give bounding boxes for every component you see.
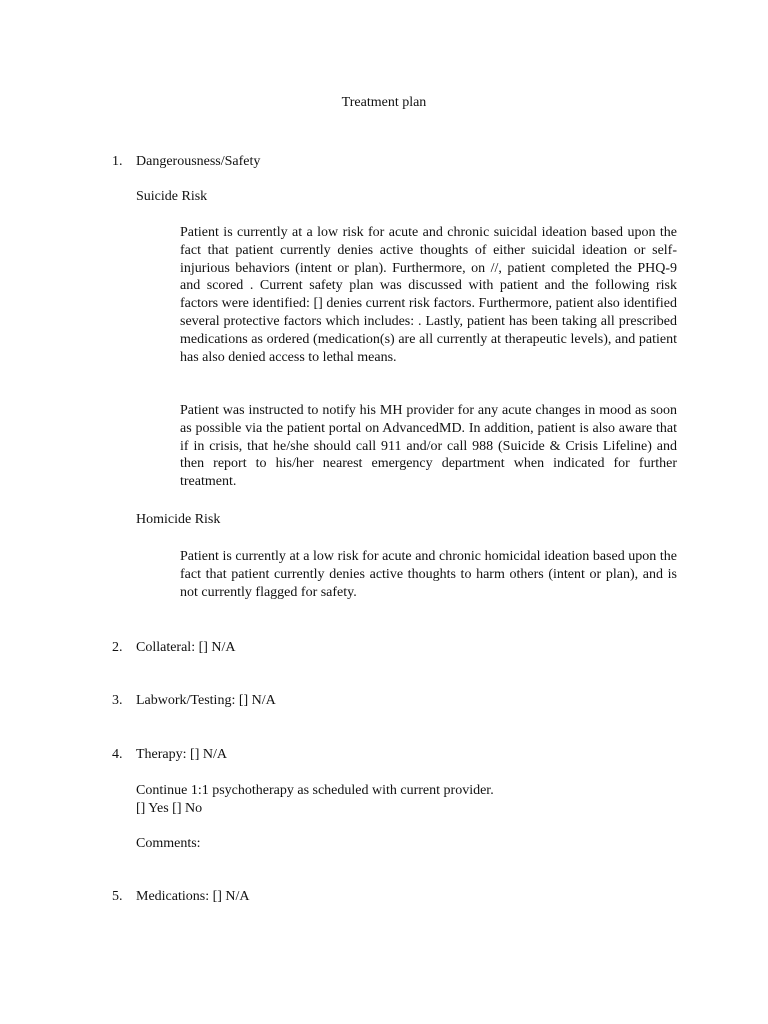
- section-number-2: 2.: [112, 640, 123, 655]
- therapy-continue-line: Continue 1:1 psychotherapy as scheduled with current provider.: [136, 783, 494, 798]
- section-number-5: 5.: [112, 889, 123, 904]
- therapy-yes-no: [] Yes [] No: [136, 801, 203, 816]
- section-label-dangerousness: Dangerousness/Safety: [136, 154, 261, 169]
- section-number-3: 3.: [112, 693, 123, 708]
- suicide-risk-heading: Suicide Risk: [136, 189, 208, 204]
- section-label-medications: Medications: [] N/A: [136, 889, 250, 904]
- suicide-risk-paragraph-1: Patient is currently at a low risk for acute and chronic suicidal ideation based upon the fact that patient currently denies active thoughts of either suicidal ideation or self-injurious behaviors (intent or plan). Furthermore, on //, patient completed the PHQ-9 and scored . Current safety plan was discussed with patient and the following risk factors were identified: [] denies current risk factors. Furthermore, patient also identified several protective factors which includes: . Lastly, patient has been taking all prescribed medications as ordered (medication(s) are all currently at therapeutic levels), and patient has also denied access to lethal means.: [180, 225, 677, 365]
- section-label-labwork: Labwork/Testing: [] N/A: [136, 693, 276, 708]
- section-label-collateral: Collateral: [] N/A: [136, 640, 236, 655]
- page-title: Treatment plan: [341, 95, 427, 110]
- section-number-4: 4.: [112, 747, 123, 762]
- suicide-risk-paragraph-2: Patient was instructed to notify his MH provider for any acute changes in mood as soon as possible via the patient portal on AdvancedMD. In addition, patient is also aware that if in crisis, that he/she should call 911 and/or call 988 (Suicide & Crisis Lifeline) and then report to his/her nearest emergency department when indicated for further treatment.: [180, 403, 677, 490]
- section-label-therapy: Therapy: [] N/A: [136, 747, 227, 762]
- homicide-risk-paragraph: Patient is currently at a low risk for acute and chronic homicidal ideation based upon the fact that patient currently denies active thoughts to harm others (intent or plan), and is not currently flagged for safety.: [180, 549, 677, 600]
- therapy-comments-label: Comments:: [136, 836, 201, 851]
- section-number-1: 1.: [112, 154, 123, 169]
- homicide-risk-heading: Homicide Risk: [136, 512, 221, 527]
